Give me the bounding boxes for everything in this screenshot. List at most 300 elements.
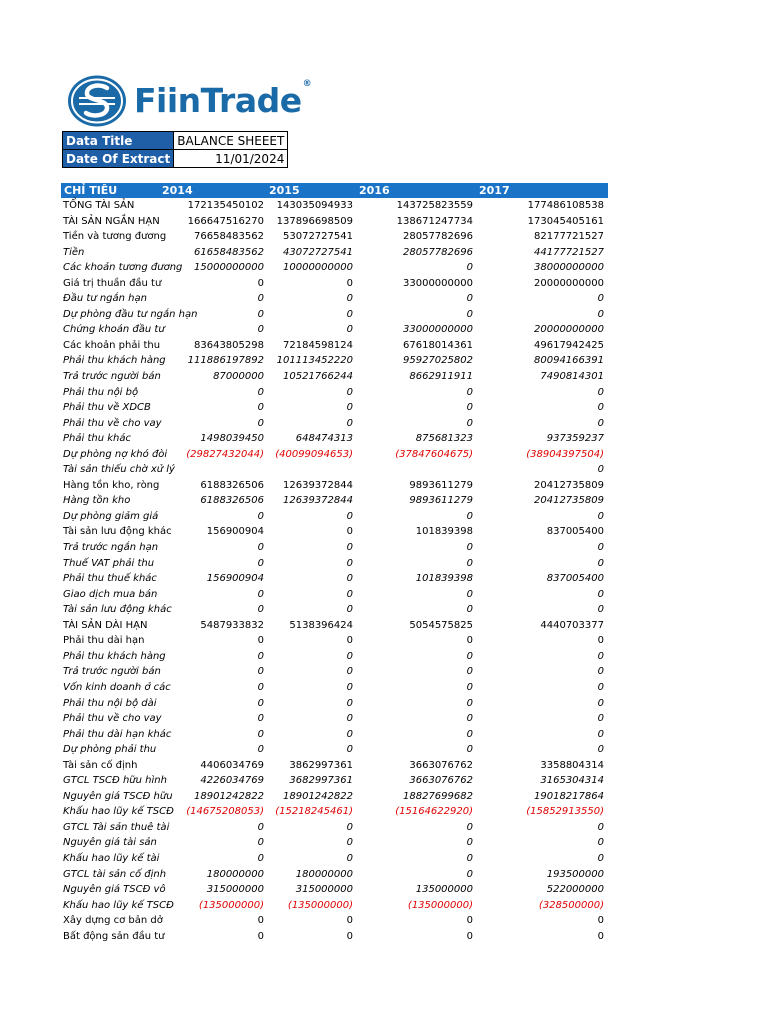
row-value-2015: 5138396424 (289, 619, 353, 631)
table-row (62, 557, 608, 573)
header-year: 2015 (269, 184, 300, 197)
row-value-2015: 0 (346, 542, 353, 554)
row-value-2014: 5487933832 (200, 619, 264, 631)
row-value-2014: 0 (257, 744, 264, 756)
row-value-2014: 0 (257, 697, 264, 709)
row-value-2017: 38000000000 (534, 262, 604, 274)
row-value-2017: 173045405161 (527, 215, 604, 227)
row-value-2015: 10521766244 (283, 371, 353, 383)
row-value-2014: 0 (257, 713, 264, 725)
row-value-2016: 0 (466, 386, 473, 398)
table-row (62, 510, 608, 526)
row-value-2016: 18827699682 (403, 790, 473, 802)
row-value-2017: 0 (597, 930, 604, 942)
row-value-2016: 95927025802 (403, 355, 473, 367)
row-value-2014: 6188326506 (200, 479, 264, 491)
row-value-2014: 0 (257, 324, 264, 336)
table-row (62, 541, 608, 557)
row-value-2014: 0 (257, 417, 264, 429)
row-value-2016: 0 (466, 915, 473, 927)
row-value-2016: 0 (466, 697, 473, 709)
row-value-2014: 315000000 (206, 884, 264, 896)
row-value-2015: 0 (346, 713, 353, 725)
table-row (62, 308, 608, 324)
table-row (62, 697, 608, 713)
table-row (62, 619, 608, 635)
row-value-2014: 0 (257, 542, 264, 554)
table-row (62, 821, 608, 837)
row-value-2016: 0 (466, 402, 473, 414)
row-value-2017: 0 (597, 293, 604, 305)
row-value-2016: 9893611279 (409, 495, 473, 507)
row-value-2015: 137896698509 (276, 215, 353, 227)
row-value-2017: 937359237 (546, 433, 604, 445)
row-value-2016: 28057782696 (403, 246, 473, 258)
row-value-2016: 0 (466, 588, 473, 600)
balance-sheet-rows (62, 199, 608, 945)
row-value-2014: 0 (257, 650, 264, 662)
row-value-2016: (15164622920) (395, 806, 473, 818)
row-label: Khấu hao lũy kế TSCĐ (63, 806, 174, 818)
row-value-2014: 0 (257, 852, 264, 864)
row-value-2014: 0 (257, 837, 264, 849)
row-value-2014: 0 (257, 915, 264, 927)
table-row (62, 479, 608, 495)
row-value-2014: 180000000 (206, 868, 264, 880)
row-value-2016: 3663076762 (409, 775, 473, 787)
table-row (62, 215, 608, 231)
table-row (62, 712, 608, 728)
row-value-2017: 0 (597, 402, 604, 414)
row-label: Khấu hao lũy kế tài (63, 852, 160, 864)
table-row (62, 883, 608, 899)
row-value-2014: 6188326506 (200, 495, 264, 507)
row-value-2015: 0 (346, 821, 353, 833)
table-row (62, 432, 608, 448)
row-value-2016: 875681323 (415, 433, 473, 445)
row-value-2016: 0 (466, 728, 473, 740)
row-label: GTCL Tài sản thuê tài (63, 821, 170, 833)
row-label: GTCL tài sản cố định (63, 868, 167, 880)
row-label: Phải thu nội bộ dài (63, 697, 157, 709)
row-value-2016: 135000000 (415, 884, 473, 896)
row-value-2017: 0 (597, 821, 604, 833)
table-row (62, 323, 608, 339)
row-value-2014: 0 (257, 681, 264, 693)
row-value-2014: 0 (257, 277, 264, 289)
row-value-2016: 0 (466, 542, 473, 554)
row-value-2014: 0 (257, 930, 264, 942)
row-value-2014: (135000000) (198, 899, 264, 911)
row-value-2015: 0 (346, 666, 353, 678)
row-value-2017: 0 (597, 728, 604, 740)
row-label: Nguyên giá TSCĐ vô (63, 884, 166, 896)
row-label: Đầu tư ngắn hạn (63, 293, 147, 305)
row-label: Tiền (63, 246, 85, 258)
row-label: Phải thu khách hàng (63, 650, 166, 662)
table-row (62, 277, 608, 293)
row-value-2015: 101113452220 (276, 355, 353, 367)
row-value-2016: (37847604675) (395, 448, 473, 460)
table-row (62, 370, 608, 386)
row-label: Tài sản cố định (63, 759, 138, 771)
row-value-2016: 33000000000 (403, 324, 473, 336)
row-value-2016: 3663076762 (409, 759, 473, 771)
row-value-2017: 0 (597, 635, 604, 647)
row-value-2016: 101839398 (415, 573, 473, 585)
row-value-2016: 0 (466, 308, 473, 320)
row-label: Tài sản lưu động khác (63, 526, 172, 538)
table-row (62, 759, 608, 775)
table-row (62, 463, 608, 479)
table-row (62, 774, 608, 790)
row-value-2017: (38904397504) (526, 448, 604, 460)
row-value-2015: 53072727541 (283, 231, 353, 243)
table-row (62, 930, 608, 946)
row-value-2016: 0 (466, 666, 473, 678)
row-label: TÀI SẢN DÀI HẠN (63, 619, 148, 631)
row-value-2016: 0 (466, 821, 473, 833)
row-value-2016: 0 (466, 604, 473, 616)
row-value-2017: 44177721527 (534, 246, 604, 258)
row-label: Phải thu thuế khác (63, 573, 157, 585)
row-value-2015: 0 (346, 277, 353, 289)
row-value-2016: (135000000) (407, 899, 473, 911)
table-row (62, 634, 608, 650)
row-value-2016: 33000000000 (403, 277, 473, 289)
table-row (62, 899, 608, 915)
row-value-2015: 0 (346, 293, 353, 305)
row-value-2016: 0 (466, 293, 473, 305)
table-row (62, 805, 608, 821)
table-row (62, 665, 608, 681)
row-value-2016: 0 (466, 744, 473, 756)
row-value-2014: 172135450102 (187, 200, 264, 211)
row-value-2017: (15852913550) (526, 806, 604, 818)
row-value-2014: 0 (257, 308, 264, 320)
row-label: Nguyên giá TSCĐ hữu (63, 790, 173, 802)
row-value-2014: 0 (257, 557, 264, 569)
row-value-2015: 0 (346, 681, 353, 693)
row-value-2016: 138671247734 (396, 215, 473, 227)
row-value-2014: 0 (257, 510, 264, 522)
row-value-2015: 43072727541 (283, 246, 353, 258)
row-value-2015: 0 (346, 417, 353, 429)
row-value-2015: 12639372844 (283, 495, 353, 507)
row-label: Dự phòng phải thu (63, 744, 157, 756)
row-label: Trả trước người bán (63, 666, 161, 678)
row-value-2017: 0 (597, 713, 604, 725)
row-label: Phải thu khách hàng (63, 355, 166, 367)
header-year: 2017 (479, 184, 510, 197)
row-value-2017: 0 (597, 666, 604, 678)
row-label: Tài sản lưu động khác (63, 604, 172, 616)
row-value-2014: (29827432044) (186, 448, 264, 460)
row-value-2015: (15218245461) (275, 806, 353, 818)
meta-value: BALANCE SHEEET (174, 132, 288, 150)
row-value-2015: 0 (346, 386, 353, 398)
table-row (62, 572, 608, 588)
row-value-2016: 8662911911 (409, 371, 473, 383)
table-row (62, 914, 608, 930)
row-value-2016: 101839398 (415, 526, 473, 538)
meta-row-date (63, 150, 288, 168)
row-value-2015: 3862997361 (289, 759, 353, 771)
row-value-2017: 0 (597, 837, 604, 849)
header-year: 2016 (359, 184, 390, 197)
row-value-2016: 0 (466, 868, 473, 880)
row-label: Bất động sản đầu tư (63, 930, 165, 942)
row-value-2017: 0 (597, 852, 604, 864)
row-value-2014: 4226034769 (200, 775, 264, 787)
row-value-2017: 0 (597, 744, 604, 756)
row-value-2017: 0 (597, 417, 604, 429)
row-value-2017: 7490814301 (540, 371, 604, 383)
row-label: Phải thu nội bộ (63, 386, 139, 398)
header-label: CHỈ TIÊU (64, 184, 118, 197)
row-value-2016: 9893611279 (409, 479, 473, 491)
row-value-2015: 0 (346, 573, 353, 585)
row-label: Hàng tồn kho (63, 495, 131, 507)
table-row (62, 790, 608, 806)
table-row (62, 386, 608, 402)
row-label: Xây dựng cơ bản dở (63, 915, 163, 927)
row-value-2015: 3682997361 (289, 775, 353, 787)
row-label: TỔNG TÀI SẢN (63, 200, 135, 211)
row-value-2014: 83643805298 (194, 339, 264, 351)
row-value-2014: 0 (257, 666, 264, 678)
row-value-2016: 0 (466, 650, 473, 662)
row-value-2016: 143725823559 (396, 200, 473, 211)
table-row (62, 650, 608, 666)
row-label: Dự phòng nợ khó đòi (63, 448, 168, 460)
row-value-2014: (14675208053) (186, 806, 264, 818)
row-value-2016: 67618014361 (403, 339, 473, 351)
meta-key: Data Title (63, 132, 174, 150)
row-value-2015: 0 (346, 604, 353, 616)
row-value-2017: 80094166391 (534, 355, 604, 367)
meta-key: Date Of Extract (63, 150, 174, 168)
table-header (61, 183, 608, 198)
row-value-2014: 0 (257, 821, 264, 833)
row-label: Chứng khoán đầu tư (63, 324, 165, 336)
row-value-2015: 0 (346, 324, 353, 336)
row-value-2015: 0 (346, 744, 353, 756)
row-label: TÀI SẢN NGẮN HẠN (63, 215, 160, 227)
row-value-2017: 0 (597, 604, 604, 616)
table-row (62, 448, 608, 464)
row-value-2014: 0 (257, 293, 264, 305)
row-value-2016: 0 (466, 713, 473, 725)
row-value-2014: 166647516270 (187, 215, 264, 227)
row-value-2017: 0 (597, 697, 604, 709)
row-value-2017: 3358804314 (540, 759, 604, 771)
row-value-2016: 0 (466, 510, 473, 522)
row-value-2017: 3165304314 (540, 775, 604, 787)
row-value-2017: (328500000) (538, 899, 604, 911)
row-value-2016: 0 (466, 417, 473, 429)
row-value-2017: 0 (597, 681, 604, 693)
row-value-2016: 0 (466, 930, 473, 942)
row-value-2017: 0 (597, 308, 604, 320)
row-value-2016: 28057782696 (403, 231, 473, 243)
table-row (62, 588, 608, 604)
row-value-2015: 72184598124 (283, 339, 353, 351)
row-label: Trả trước người bán (63, 371, 161, 383)
table-row (62, 743, 608, 759)
row-value-2015: 0 (346, 635, 353, 647)
row-value-2014: 156900904 (206, 573, 264, 585)
table-row (62, 494, 608, 510)
row-label: Phải thu về cho vay (63, 417, 162, 429)
row-label: Phải thu về cho vay (63, 713, 162, 725)
row-value-2015: 0 (346, 402, 353, 414)
table-row (62, 261, 608, 277)
row-value-2015: 0 (346, 915, 353, 927)
row-value-2017: 82177721527 (534, 231, 604, 243)
table-row (62, 525, 608, 541)
table-row (62, 417, 608, 433)
row-value-2015: 18901242822 (283, 790, 353, 802)
row-label: Các khoản tương đương (63, 262, 183, 274)
row-value-2015: 0 (346, 837, 353, 849)
row-value-2017: 20000000000 (534, 277, 604, 289)
table-row (62, 339, 608, 355)
row-label: Các khoản phải thu (63, 339, 161, 351)
row-value-2015: 10000000000 (283, 262, 353, 274)
brand-name: FiinTrade® (134, 79, 312, 120)
row-label: Tiền và tương đương (63, 231, 167, 243)
row-value-2014: 111886197892 (187, 355, 264, 367)
row-value-2017: 20000000000 (534, 324, 604, 336)
table-row (62, 681, 608, 697)
row-value-2014: 87000000 (213, 371, 264, 383)
row-value-2014: 0 (257, 728, 264, 740)
row-value-2014: 0 (257, 402, 264, 414)
row-value-2017: 177486108538 (527, 200, 604, 211)
row-label: Phải thu về XDCB (63, 402, 151, 414)
row-value-2015: 0 (346, 728, 353, 740)
row-value-2017: 0 (597, 915, 604, 927)
row-label: Phải thu dài hạn (63, 635, 145, 647)
row-value-2017: 19018217864 (534, 790, 604, 802)
row-value-2017: 20412735809 (534, 479, 604, 491)
row-value-2014: 76658483562 (194, 231, 264, 243)
row-value-2017: 193500000 (546, 868, 604, 880)
row-value-2015: 0 (346, 852, 353, 864)
table-row (62, 292, 608, 308)
row-value-2015: 0 (346, 588, 353, 600)
meta-row-title (63, 132, 288, 150)
row-value-2015: (135000000) (287, 899, 353, 911)
row-label: Vốn kinh doanh ở các (63, 681, 171, 693)
row-label: Giá trị thuần đầu tư (63, 277, 162, 289)
row-value-2016: 0 (466, 635, 473, 647)
row-value-2017: 0 (597, 510, 604, 522)
row-value-2016: 0 (466, 262, 473, 274)
row-value-2015: 12639372844 (283, 479, 353, 491)
row-label: Nguyên giá tài sản (63, 837, 157, 849)
row-value-2017: 20412735809 (534, 495, 604, 507)
row-value-2014: 156900904 (206, 526, 264, 538)
fiintrade-emblem-icon (66, 74, 128, 128)
row-value-2017: 0 (597, 557, 604, 569)
row-value-2015: 0 (346, 697, 353, 709)
row-value-2014: 15000000000 (194, 262, 264, 274)
table-row (62, 603, 608, 619)
row-label: Hàng tồn kho, ròng (63, 479, 160, 491)
row-value-2014: 0 (257, 386, 264, 398)
table-row (62, 354, 608, 370)
row-value-2015: 0 (346, 308, 353, 320)
table-row (62, 868, 608, 884)
row-value-2017: 522000000 (546, 884, 604, 896)
row-value-2015: 0 (346, 650, 353, 662)
row-label: Khấu hao lũy kế TSCĐ (63, 899, 174, 911)
row-value-2017: 49617942425 (534, 339, 604, 351)
row-value-2015: 648474313 (295, 433, 353, 445)
row-value-2014: 0 (257, 635, 264, 647)
table-row (62, 401, 608, 417)
row-value-2016: 0 (466, 852, 473, 864)
row-label: Trả trước ngắn hạn (63, 542, 159, 554)
row-value-2017: 0 (597, 588, 604, 600)
row-value-2017: 4440703377 (540, 619, 604, 631)
row-value-2017: 0 (597, 464, 604, 476)
row-value-2015: 180000000 (295, 868, 353, 880)
row-value-2017: 837005400 (546, 573, 604, 585)
row-value-2015: 0 (346, 510, 353, 522)
row-value-2017: 837005400 (546, 526, 604, 538)
table-row (62, 728, 608, 744)
table-row (62, 230, 608, 246)
row-label: Phải thu dài hạn khác (63, 728, 172, 740)
row-value-2015: 0 (346, 526, 353, 538)
row-value-2014: 0 (257, 604, 264, 616)
row-value-2015: 0 (346, 557, 353, 569)
table-row (62, 836, 608, 852)
table-row (62, 246, 608, 262)
row-value-2016: 5054575825 (409, 619, 473, 631)
row-value-2015: (40099094653) (275, 448, 353, 460)
row-value-2017: 0 (597, 542, 604, 554)
row-value-2017: 0 (597, 650, 604, 662)
row-label: Phải thu khác (63, 433, 131, 445)
row-value-2017: 0 (597, 386, 604, 398)
meta-table (62, 131, 288, 168)
row-value-2015: 143035094933 (276, 200, 353, 211)
row-value-2014: 61658483562 (194, 246, 264, 258)
row-value-2016: 0 (466, 837, 473, 849)
row-value-2014: 18901242822 (194, 790, 264, 802)
row-value-2014: 0 (257, 588, 264, 600)
row-label: Tài sản thiếu chờ xử lý (63, 464, 175, 476)
table-row (62, 199, 608, 215)
header-year: 2014 (162, 184, 193, 197)
row-value-2016: 0 (466, 681, 473, 693)
row-value-2016: 0 (466, 557, 473, 569)
table-row (62, 852, 608, 868)
row-value-2014: 1498039450 (200, 433, 264, 445)
row-label: GTCL TSCĐ hữu hình (63, 775, 167, 787)
row-value-2015: 315000000 (295, 884, 353, 896)
row-value-2015: 0 (346, 930, 353, 942)
row-label: Thuế VAT phải thu (63, 557, 155, 569)
meta-value: 11/01/2024 (174, 150, 288, 168)
row-label: Dự phòng giảm giá (63, 510, 159, 522)
row-label: Giao dịch mua bán (63, 588, 158, 600)
row-value-2014: 4406034769 (200, 759, 264, 771)
